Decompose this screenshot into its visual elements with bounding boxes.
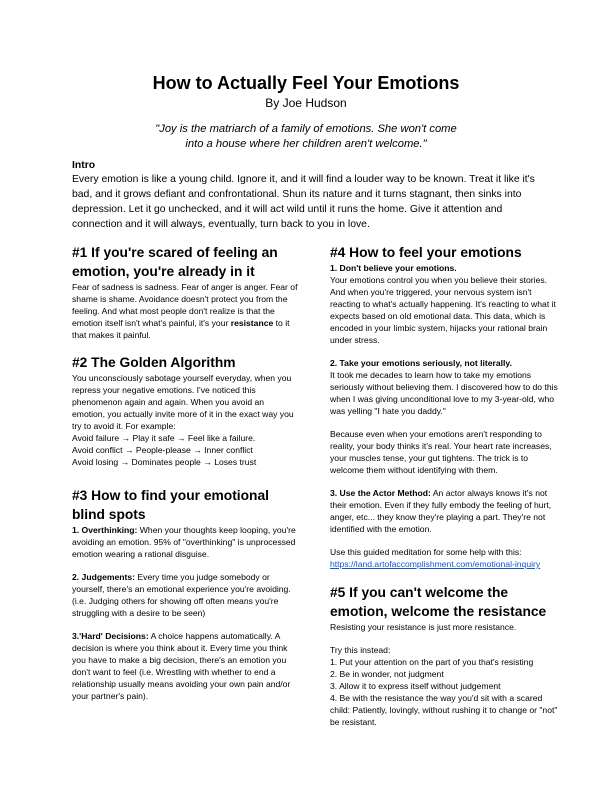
meditation-link[interactable]: https://land.artofaccomplishment.com/emotional-inquiry	[330, 559, 541, 569]
meditation-text: Use this guided meditation for some help with this:	[330, 547, 522, 557]
intro-heading: Intro	[72, 160, 96, 171]
method-2-body-cont: Because even when your emotions aren't responding to reality, your body thinks it's real. Your heart rate increases, your muscles tense, your gut tightens. The trick is to welcome them without identifying with them.	[330, 429, 552, 475]
step-item: 2. Be in wonder, not judgment	[330, 669, 444, 679]
method-1-label: 1. Don't believe your emotions.	[330, 263, 457, 273]
document-title: How to Actually Feel Your Emotions	[152, 73, 460, 93]
section-5-body: Resisting your resistance is just more resistance.	[330, 622, 517, 632]
blindspot-item: 3.'Hard' Decisions: A choice happens automatically. A decision is where you think about it. Every time you think you have to make a big decision, there's an emotion you don't want to feel (i.e. Wrestling with whether to end a relationship usually means avoiding your own pain and/or your partner's pain).	[72, 631, 291, 701]
blindspot-item: 1. Overthinking: When your thoughts keep looping, you're avoiding an emotion. 95% of "overthinking" is unprocessed emotion wearing a rational disguise.	[72, 525, 296, 559]
blindspot-item: 2. Judgements: Every time you judge somebody or yourself, there's an emotional experience you're avoiding. (i.e. Judging others for showing off often means you're struggling with a desire to be seen)	[72, 572, 291, 618]
try-instead: Try this instead:	[330, 645, 391, 655]
method-1-body: Your emotions control you when you believe their stories. And when you're triggered, your nervous system isn't reacting to what's actually happening. It's reacting to what it expects based on old emotional data. This data, which is encoded in your limbic system, hijacks your rational brain under stress.	[330, 275, 556, 345]
step-item: 3. Allow it to express itself without judgement	[330, 681, 501, 691]
section-1-body: Fear of sadness is sadness. Fear of anger is anger. Fear of shame is shame. Avoidance doesn't protect you from the feeling. And what most people don't realize is that the emotion itself isn't what's painful, it's your resistance to it that makes it painful.	[72, 282, 298, 340]
section-3-heading: #3 How to find your emotional blind spots	[72, 488, 269, 522]
right-column	[330, 243, 560, 728]
section-4-heading: #4 How to feel your emotions	[330, 245, 522, 260]
step-item: 1. Put your attention on the part of you that's resisting	[330, 657, 534, 667]
step-item: 4. Be with the resistance the way you'd sit with a scared child: Patiently, lovingly, without rushing it to change or "not" be resistant.	[330, 693, 558, 727]
resistance-bold: resistance	[230, 318, 274, 328]
method-2-label: 2. Take your emotions seriously, not literally.	[330, 358, 512, 368]
algorithm-line: Avoid failure → Play it safe → Feel like a failure.	[72, 433, 256, 443]
section-2-heading: #2 The Golden Algorithm	[72, 355, 236, 370]
section-5-heading: #5 If you can't welcome the emotion, welcome the resistance	[330, 585, 547, 619]
left-column	[72, 243, 298, 702]
algorithm-line: Avoid losing → Dominates people → Loses trust	[72, 457, 257, 467]
intro-paragraph: Every emotion is like a young child. Ignore it, and it will find a louder way to be known. Treat it like it's bad, and it grows defiant and confrontational. Shun its nature and it turns stagnant, then sinks into depression. Let it go unchecked, and it will act wild until it runs the home. Give it attention and connection and it will always, eventually, turn back to you in love.	[72, 174, 535, 230]
epigraph-quote: "Joy is the matriarch of a family of emotions. She won't come into a house where her children aren't welcome."	[155, 123, 457, 150]
method-3: 3. Use the Actor Method: An actor always knows it's not their emotion. Even if they fully embody the feeling of hurt, anger, etc... they know they're playing a part. They're not identified with the emotion.	[330, 488, 552, 534]
method-2-body: It took me decades to learn how to take my emotions seriously without believing them. I discovered how to do this when I was giving unconditional love to my 3-year-old, who was yelling "I hate you daddy."	[330, 370, 558, 416]
section-1-heading: #1 If you're scared of feeling an emotion, you're already in it	[72, 245, 278, 279]
author-byline: By Joe Hudson	[265, 96, 347, 110]
algorithm-line: Avoid conflict → People-please → Inner conflict	[72, 445, 253, 455]
section-2-body: You unconsciously sabotage yourself everyday, when you repress your negative emotions. I've noticed this phenomenon again and again. When you avoid an emotion, you actually invite more of it in the exact way you try to avoid it. For example:	[72, 373, 294, 431]
